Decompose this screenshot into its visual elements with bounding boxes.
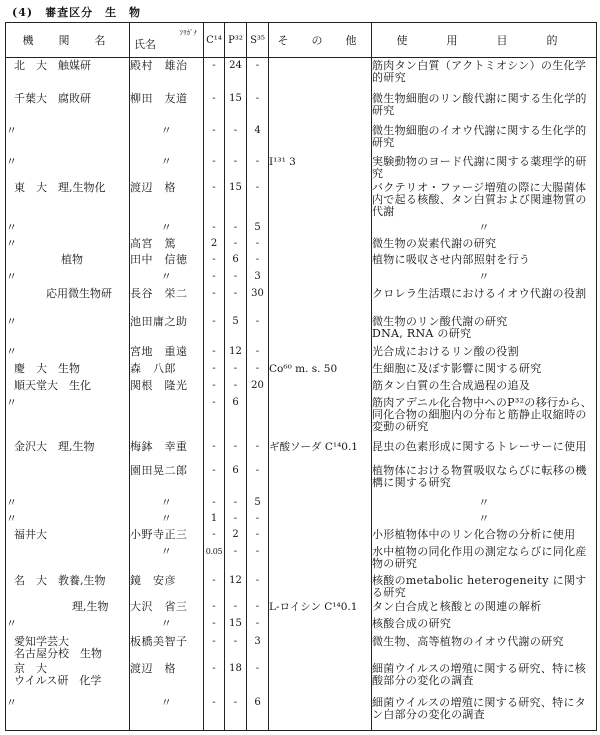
- cell-c14: -: [204, 286, 225, 314]
- cell-other: [269, 395, 372, 439]
- cell-s35: 6: [247, 695, 269, 731]
- cell-institution: 〃: [6, 695, 130, 731]
- header-name-cell: [130, 23, 204, 58]
- cell-c14: -: [204, 252, 225, 269]
- cell-name: 〃: [130, 495, 204, 511]
- cell-institution: 慶 大 生物: [6, 361, 130, 378]
- cell-s35: -: [247, 236, 269, 252]
- cell-other: [269, 91, 372, 123]
- cell-s35: -: [247, 439, 269, 463]
- cell-name: 〃: [130, 695, 204, 731]
- cell-name: 〃: [130, 154, 204, 180]
- cell-purpose: 細菌ウイルスの増殖に関する研究、特に核酸部分の変化の調査: [372, 661, 597, 695]
- cell-s35: -: [247, 344, 269, 361]
- table-row: [6, 123, 597, 154]
- cell-p32: -: [225, 154, 247, 180]
- cell-name: 梅鉢 幸重: [130, 439, 204, 463]
- cell-institution: 東 大 理,生物化: [6, 180, 130, 220]
- header-name-reading: ﾌﾘｶﾞﾅ: [179, 29, 197, 37]
- cell-p32: 6: [225, 395, 247, 439]
- table-row: [6, 544, 597, 573]
- table-row: [6, 573, 597, 599]
- cell-purpose: 実験動物のヨード代謝に関する薬理学的研究: [372, 154, 597, 180]
- cell-purpose: 核酸のmetabolic heterogeneity に関する研究: [372, 573, 597, 599]
- cell-p32: 5: [225, 314, 247, 344]
- cell-p32: -: [225, 634, 247, 661]
- cell-name: 関根 隆光: [130, 378, 204, 395]
- table-row: [6, 695, 597, 731]
- cell-name: 大沢 省三: [130, 599, 204, 616]
- cell-other: [269, 269, 372, 286]
- cell-other: [269, 180, 372, 220]
- cell-institution: 〃: [6, 123, 130, 154]
- cell-institution: 金沢大 理,生物: [6, 439, 130, 463]
- cell-p32: -: [225, 123, 247, 154]
- cell-c14: -: [204, 634, 225, 661]
- cell-purpose: 筋肉タン白質（アクトミオシン）の生化学的研究: [372, 58, 597, 91]
- cell-p32: 15: [225, 91, 247, 123]
- cell-c14: -: [204, 616, 225, 634]
- cell-p32: 2: [225, 527, 247, 544]
- cell-s35: 3: [247, 634, 269, 661]
- cell-purpose: 〃: [372, 495, 597, 511]
- cell-p32: -: [225, 220, 247, 236]
- cell-purpose: 水中植物の同化作用の測定ならびに同化産物の研究: [372, 544, 597, 573]
- cell-other: ギ酸ソーダ C¹⁴0.1: [269, 439, 372, 463]
- table-row: [6, 395, 597, 439]
- cell-name: 〃: [130, 269, 204, 286]
- cell-purpose: 光合成におけるリン酸の役割: [372, 344, 597, 361]
- cell-purpose: 昆虫の色素形成に関するトレーサーに使用: [372, 439, 597, 463]
- cell-p32: -: [225, 378, 247, 395]
- cell-purpose: 小形植物体中のリン化合物の分析に使用: [372, 527, 597, 544]
- header-p32: P³²: [225, 23, 247, 58]
- table-row: [6, 511, 597, 527]
- cell-p32: 24: [225, 58, 247, 91]
- cell-s35: -: [247, 91, 269, 123]
- cell-p32: -: [225, 439, 247, 463]
- cell-name: 渡辺 格: [130, 661, 204, 695]
- cell-other: [269, 573, 372, 599]
- table-row: [6, 314, 597, 344]
- cell-institution: 〃: [6, 314, 130, 344]
- cell-institution: 〃: [6, 236, 130, 252]
- table-row: [6, 378, 597, 395]
- cell-p32: -: [225, 695, 247, 731]
- cell-s35: -: [247, 180, 269, 220]
- cell-s35: -: [247, 599, 269, 616]
- cell-name: 園田晃二郎: [130, 463, 204, 495]
- cell-c14: -: [204, 463, 225, 495]
- cell-s35: -: [247, 314, 269, 344]
- cell-c14: -: [204, 661, 225, 695]
- isotope-usage-table: [5, 22, 597, 731]
- table-row: [6, 180, 597, 220]
- cell-institution: [6, 544, 130, 573]
- page-title: (4) 審査区分 生 物: [12, 6, 142, 19]
- cell-name: 宮地 重遠: [130, 344, 204, 361]
- cell-s35: [247, 395, 269, 439]
- cell-other: [269, 661, 372, 695]
- cell-institution: 〃: [6, 344, 130, 361]
- cell-institution: 〃: [6, 395, 130, 439]
- cell-institution: 順天堂大 生化: [6, 378, 130, 395]
- table-row: [6, 495, 597, 511]
- cell-purpose: 微生物のリン酸代謝の研究 DNA, RNA の研究: [372, 314, 597, 344]
- cell-purpose: 植物体における物質吸収ならびに転移の機構に関する研究: [372, 463, 597, 495]
- cell-other: [269, 286, 372, 314]
- cell-purpose: 筋肉アデニル化合物中へのP³²の移行から、同化合物の細胞内の分布と筋静止収縮時の変動の研究: [372, 395, 597, 439]
- table-row: [6, 154, 597, 180]
- cell-name: 殿村 雄治: [130, 58, 204, 91]
- cell-other: [269, 123, 372, 154]
- table-row: [6, 269, 597, 286]
- table-row: [6, 286, 597, 314]
- header-row: [6, 23, 597, 58]
- cell-other: [269, 236, 372, 252]
- cell-p32: -: [225, 511, 247, 527]
- cell-purpose: 〃: [372, 220, 597, 236]
- cell-name: 〃: [130, 544, 204, 573]
- header-purpose: 使 用 目 的: [372, 23, 597, 58]
- cell-purpose: 〃: [372, 269, 597, 286]
- table-body: [6, 58, 597, 731]
- cell-c14: -: [204, 269, 225, 286]
- table-row: [6, 634, 597, 661]
- cell-p32: 12: [225, 573, 247, 599]
- cell-name: 柳田 友道: [130, 91, 204, 123]
- cell-c14: -: [204, 154, 225, 180]
- cell-other: [269, 527, 372, 544]
- cell-institution: 千葉大 腐敗研: [6, 91, 130, 123]
- cell-institution: 〃: [6, 220, 130, 236]
- cell-c14: -: [204, 599, 225, 616]
- cell-p32: 15: [225, 180, 247, 220]
- cell-other: [269, 695, 372, 731]
- cell-p32: -: [225, 236, 247, 252]
- table-row: [6, 463, 597, 495]
- cell-other: [269, 634, 372, 661]
- header-c14: C¹⁴: [204, 23, 225, 58]
- cell-institution: 理,生物: [6, 599, 130, 616]
- cell-name: 小野寺正三: [130, 527, 204, 544]
- cell-institution: 北 大 触媒研: [6, 58, 130, 91]
- cell-purpose: 核酸合成の研究: [372, 616, 597, 634]
- table-row: [6, 252, 597, 269]
- cell-institution: 〃: [6, 269, 130, 286]
- cell-c14: 1: [204, 511, 225, 527]
- cell-c14: -: [204, 180, 225, 220]
- cell-s35: 5: [247, 220, 269, 236]
- table-row: [6, 616, 597, 634]
- table-row: [6, 91, 597, 123]
- table-row: [6, 527, 597, 544]
- cell-s35: 5: [247, 495, 269, 511]
- cell-c14: -: [204, 695, 225, 731]
- cell-name: 森 八郎: [130, 361, 204, 378]
- cell-s35: 20: [247, 378, 269, 395]
- table-row: [6, 599, 597, 616]
- cell-p32: 6: [225, 252, 247, 269]
- cell-s35: -: [247, 154, 269, 180]
- cell-purpose: タン白合成と核酸との関連の解析: [372, 599, 597, 616]
- cell-purpose: バクテリオ・ファージ増殖の際に大腸菌体内で起る核酸、タン白質および関連物質の代謝: [372, 180, 597, 220]
- cell-p32: 18: [225, 661, 247, 695]
- cell-c14: -: [204, 361, 225, 378]
- cell-other: [269, 314, 372, 344]
- cell-c14: -: [204, 344, 225, 361]
- cell-institution: 愛知学芸大 名古屋分校 生物: [6, 634, 130, 661]
- cell-c14: -: [204, 91, 225, 123]
- cell-name: 渡辺 格: [130, 180, 204, 220]
- cell-purpose: 微生物、高等植物のイオウ代謝の研究: [372, 634, 597, 661]
- header-name: 氏名: [134, 38, 156, 51]
- cell-name: 長谷 栄二: [130, 286, 204, 314]
- cell-name: [130, 395, 204, 439]
- cell-purpose: 微生物細胞のリン酸代謝に関する生化学的研究: [372, 91, 597, 123]
- table-row: [6, 439, 597, 463]
- cell-institution: 福井大: [6, 527, 130, 544]
- cell-name: 高宮 篤: [130, 236, 204, 252]
- cell-name: 田中 信徳: [130, 252, 204, 269]
- cell-institution: 名 大 教養,生物: [6, 573, 130, 599]
- cell-other: [269, 544, 372, 573]
- cell-p32: 6: [225, 463, 247, 495]
- cell-purpose: 〃: [372, 511, 597, 527]
- cell-c14: -: [204, 439, 225, 463]
- cell-s35: 4: [247, 123, 269, 154]
- cell-s35: -: [247, 573, 269, 599]
- cell-other: I¹³¹ 3: [269, 154, 372, 180]
- cell-name: 〃: [130, 220, 204, 236]
- cell-c14: -: [204, 527, 225, 544]
- cell-other: [269, 344, 372, 361]
- cell-other: [269, 616, 372, 634]
- cell-purpose: 筋タン白質の生合成過程の追及: [372, 378, 597, 395]
- cell-c14: -: [204, 220, 225, 236]
- table-row: [6, 361, 597, 378]
- cell-c14: 2: [204, 236, 225, 252]
- cell-institution: [6, 463, 130, 495]
- cell-s35: -: [247, 661, 269, 695]
- cell-name: 〃: [130, 616, 204, 634]
- cell-p32: 15: [225, 616, 247, 634]
- cell-other: [269, 463, 372, 495]
- cell-c14: -: [204, 378, 225, 395]
- cell-c14: -: [204, 314, 225, 344]
- cell-other: [269, 220, 372, 236]
- table-row: [6, 58, 597, 91]
- header-other: そ の 他: [269, 23, 372, 58]
- cell-other: [269, 378, 372, 395]
- cell-s35: -: [247, 616, 269, 634]
- cell-p32: -: [225, 599, 247, 616]
- cell-name: 〃: [130, 123, 204, 154]
- cell-s35: 3: [247, 269, 269, 286]
- cell-c14: -: [204, 58, 225, 91]
- cell-name: 板橋美智子: [130, 634, 204, 661]
- cell-s35: -: [247, 252, 269, 269]
- cell-other: [269, 58, 372, 91]
- cell-purpose: 植物に吸収させ内部照射を行う: [372, 252, 597, 269]
- table-row: [6, 220, 597, 236]
- cell-c14: -: [204, 123, 225, 154]
- cell-c14: -: [204, 395, 225, 439]
- header-institution: 機 関 名: [6, 23, 130, 58]
- cell-p32: -: [225, 544, 247, 573]
- cell-other: [269, 252, 372, 269]
- cell-s35: -: [247, 463, 269, 495]
- cell-s35: -: [247, 361, 269, 378]
- cell-institution: 〃: [6, 511, 130, 527]
- cell-other: [269, 511, 372, 527]
- cell-s35: -: [247, 544, 269, 573]
- cell-c14: 0.05: [204, 544, 225, 573]
- cell-purpose: 生細胞に及ぼす影響に関する研究: [372, 361, 597, 378]
- cell-other: Co⁶⁰ m. s. 50: [269, 361, 372, 378]
- cell-name: 池田庸之助: [130, 314, 204, 344]
- cell-p32: -: [225, 286, 247, 314]
- cell-purpose: 微生物の炭素代謝の研究: [372, 236, 597, 252]
- cell-c14: -: [204, 495, 225, 511]
- cell-c14: -: [204, 573, 225, 599]
- cell-s35: -: [247, 511, 269, 527]
- cell-institution: 植物: [6, 252, 130, 269]
- header-s35: S³⁵: [247, 23, 269, 58]
- cell-institution: 〃: [6, 154, 130, 180]
- cell-other: L-ロイシン C¹⁴0.1: [269, 599, 372, 616]
- cell-name: 〃: [130, 511, 204, 527]
- cell-other: [269, 495, 372, 511]
- cell-purpose: 微生物細胞のイオウ代謝に関する生化学的研究: [372, 123, 597, 154]
- cell-p32: 12: [225, 344, 247, 361]
- cell-s35: -: [247, 58, 269, 91]
- cell-institution: 〃: [6, 495, 130, 511]
- cell-institution: 〃: [6, 616, 130, 634]
- cell-s35: -: [247, 527, 269, 544]
- cell-institution: 京 大 ウイルス研 化学: [6, 661, 130, 695]
- cell-p32: -: [225, 269, 247, 286]
- cell-s35: 30: [247, 286, 269, 314]
- table-row: [6, 344, 597, 361]
- table-row: [6, 236, 597, 252]
- cell-institution: 応用微生物研: [6, 286, 130, 314]
- cell-name: 鏡 安彦: [130, 573, 204, 599]
- cell-purpose: 細菌ウイルスの増殖に関する研究、特にタン白部分の変化の調査: [372, 695, 597, 731]
- table-row: [6, 661, 597, 695]
- cell-p32: -: [225, 361, 247, 378]
- cell-purpose: クロレラ生活環におけるイオウ代謝の役割: [372, 286, 597, 314]
- cell-p32: -: [225, 495, 247, 511]
